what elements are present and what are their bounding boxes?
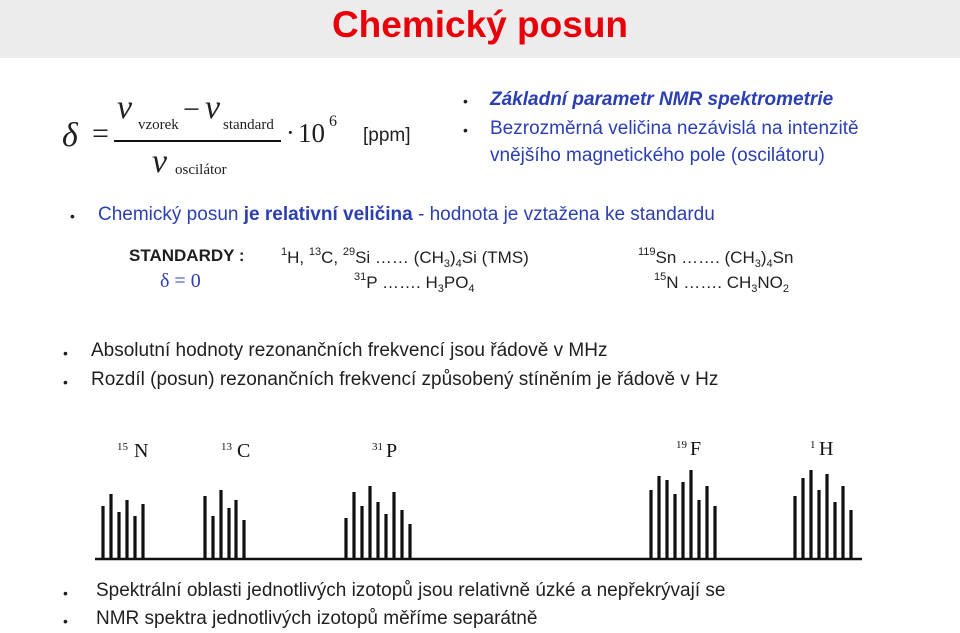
bullet-dot: • <box>63 585 68 601</box>
label-1H-mass: 1 <box>810 439 816 451</box>
relative-suffix: - hodnota je vztažena ke standardu <box>412 204 715 225</box>
bullet-dot: • <box>463 122 468 138</box>
standard-row1-left: $^1$H, $^{13}$C, $^{29}$Si …… $(CH_3)_4Si$ (TMS) <box>281 246 529 270</box>
bullet-shift-difference: Rozdíl (posun) rezonančních frekvencí způsobený stíněním je řádově v Hz <box>91 369 719 390</box>
bullet-basic-parameter: Základní parametr NMR spektrometrie <box>490 89 834 110</box>
formula-nu-oscillator: ν <box>152 143 168 180</box>
formula-nu-sample: ν <box>117 89 133 126</box>
formula-dot: · <box>286 118 295 147</box>
formula-sub-oscilator: oscilátor <box>175 162 227 178</box>
formula-equals: = <box>92 117 109 150</box>
label-15N-symbol: N <box>134 440 149 462</box>
label-19F-mass: 19 <box>676 439 687 451</box>
formula-sub-standard: standard <box>223 117 274 133</box>
bullet-dot: • <box>63 613 68 629</box>
bullet-dot: • <box>63 374 68 390</box>
formula-fraction-bar <box>114 140 281 142</box>
standards-label: STANDARDY : <box>129 246 245 265</box>
formula-minus: − <box>183 93 200 126</box>
label-13C-mass: 13 <box>221 441 232 453</box>
bullet-spectral-regions: Spektrální oblasti jednotlivých izotopů jsou relativně úzké a nepřekrývají se <box>96 580 726 601</box>
bullet-dot: • <box>70 208 75 224</box>
bullet-dimensionless-line2: vnějšího magnetického pole (oscilátoru) <box>490 145 825 166</box>
relative-bold: je relativní veličina <box>243 204 413 225</box>
delta-zero: δ = 0 <box>160 270 201 292</box>
spectrum-labels <box>117 438 833 462</box>
bullet-separate-measurement: NMR spektra jednotlivých izotopů měříme separátně <box>96 608 538 629</box>
chemical-shift-formula <box>0 89 440 195</box>
formula-sub-vzorek: vzorek <box>138 117 179 133</box>
bullet-relative-quantity <box>98 204 715 226</box>
label-31P-mass: 31 <box>372 441 383 453</box>
page-title: Chemický posun <box>331 4 629 45</box>
formula-exponent: 6 <box>329 113 337 130</box>
formula-ten: 10 <box>298 118 325 148</box>
label-15N-mass: 15 <box>117 441 128 453</box>
bullet-dot: • <box>463 93 468 109</box>
standard-row2-left: $^{31}$P ……. $H_3PO_4$ <box>354 271 475 295</box>
bullet-absolute-values: Absolutní hodnoty rezonančních frekvencí jsou řádově v MHz <box>91 340 608 361</box>
nmr-spectrum <box>0 420 960 580</box>
relative-prefix: Chemický posun <box>98 204 244 225</box>
formula-nu-standard: ν <box>205 89 221 126</box>
label-31P-symbol: P <box>386 440 398 462</box>
label-13C-symbol: C <box>237 440 251 462</box>
formula-unit: [ppm] <box>363 125 411 146</box>
bullet-dimensionless-line1: Bezrozměrná veličina nezávislá na intenzitě <box>490 118 859 139</box>
standard-row2-right: $^{15}$N ……. $CH_3NO_2$ <box>654 271 789 295</box>
formula-delta: δ <box>62 117 78 154</box>
label-1H-symbol: H <box>819 438 834 460</box>
bullet-dot: • <box>63 345 68 361</box>
spectrum-peaks <box>103 470 851 558</box>
standard-row1-right: $^{119}$Sn ……. $(CH_3)_4Sn$ <box>638 246 794 270</box>
label-19F-symbol: F <box>690 438 702 460</box>
